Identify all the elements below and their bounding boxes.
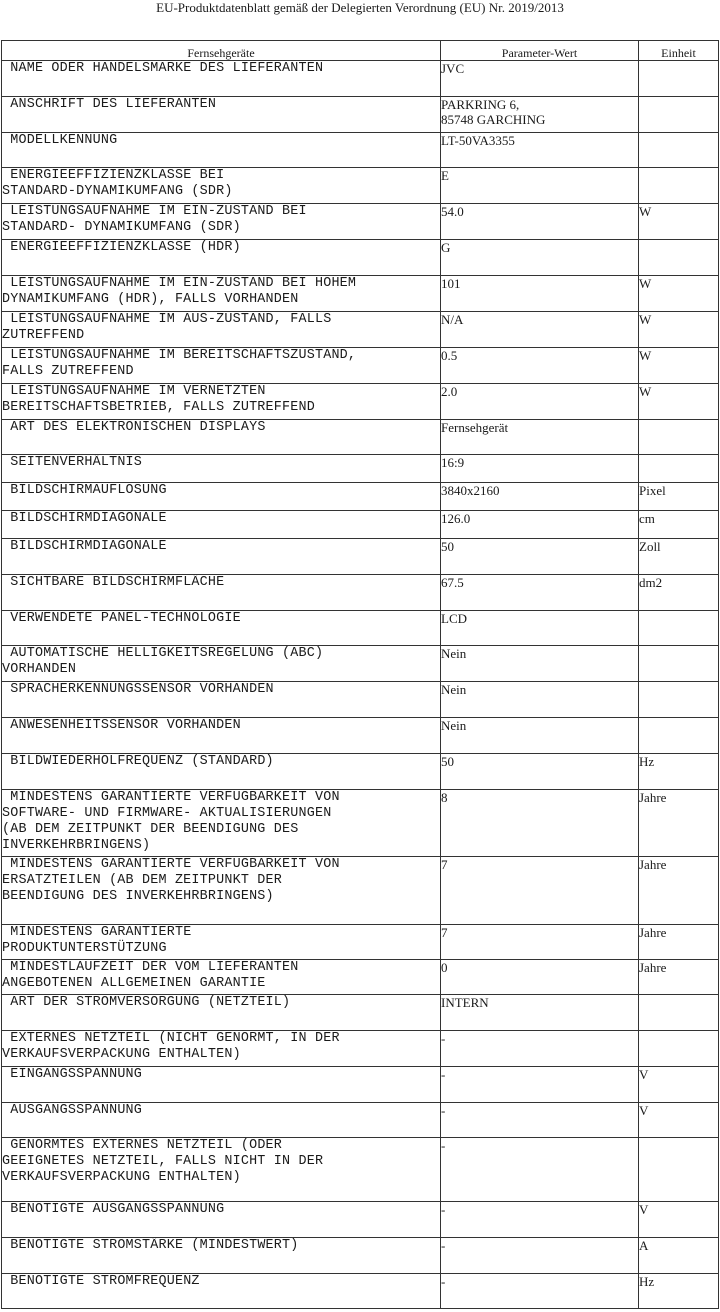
table-row <box>2 511 719 539</box>
parameter-name-cell: BILDWIEDERHOLFREQUENZ (STANDARD) <box>2 754 441 790</box>
parameter-value-cell: 7 <box>441 925 639 960</box>
parameter-value-cell: - <box>441 1138 639 1202</box>
unit-cell: cm <box>639 511 719 539</box>
parameter-name-cell: SPRACHERKENNUNGSSENSOR VORHANDEN <box>2 682 441 718</box>
parameter-name-cell: MINDESTENS GARANTIERTE PRODUKTUNTERSTÜTZUNG <box>2 925 441 960</box>
table-row <box>2 718 719 754</box>
unit-cell: dm2 <box>639 575 719 611</box>
parameter-name-cell: AUTOMATISCHE HELLIGKEITSREGELUNG (ABC) VORHANDEN <box>2 646 441 682</box>
parameter-name-cell: LEISTUNGSAUFNAHME IM BEREITSCHAFTSZUSTAND, FALLS ZUTREFFEND <box>2 348 441 384</box>
table-row <box>2 204 719 240</box>
parameter-value-cell: 54.0 <box>441 204 639 240</box>
table-row <box>2 995 719 1031</box>
parameter-name-cell: ENERGIEEFFIZIENZKLASSE BEI STANDARD-DYNAMIKUMFANG (SDR) <box>2 168 441 204</box>
parameter-value-cell: N/A <box>441 312 639 348</box>
parameter-name-cell: NAME ODER HANDELSMARKE DES LIEFERANTEN <box>2 61 441 97</box>
table-row <box>2 1138 719 1202</box>
header-parameter-value: Parameter-Wert <box>441 41 639 61</box>
parameter-name-cell: AUSGANGSSPANNUNG <box>2 1103 441 1138</box>
parameter-value-cell: Fernsehgerät <box>441 420 639 455</box>
unit-cell: Hz <box>639 1274 719 1309</box>
parameter-name-cell: MINDESTENS GARANTIERTE VERFÜGBARKEIT VON SOFTWARE- UND FIRMWARE- AKTUALISIERUNGEN (AB DEM ZEITPUNKT DER BEENDIGUNG DES INVERKEHRBRINGENS) <box>2 790 441 857</box>
table-row <box>2 960 719 995</box>
unit-cell <box>639 420 719 455</box>
table-row <box>2 97 719 133</box>
page-title: EU-Produktdatenblatt gemäß der Delegierten Verordnung (EU) Nr. 2019/2013 <box>156 0 564 15</box>
parameter-value-cell: - <box>441 1238 639 1274</box>
table-row <box>2 682 719 718</box>
table-row <box>2 1103 719 1138</box>
unit-cell: V <box>639 1067 719 1103</box>
parameter-value-cell: 2.0 <box>441 384 639 420</box>
parameter-name-cell: BILDSCHIRMDIAGONALE <box>2 511 441 539</box>
parameter-name-cell: ENERGIEEFFIZIENZKLASSE (HDR) <box>2 240 441 276</box>
table-row <box>2 1274 719 1309</box>
table-row <box>2 276 719 312</box>
unit-cell: W <box>639 204 719 240</box>
table-row <box>2 483 719 511</box>
unit-cell <box>639 1031 719 1067</box>
table-row <box>2 1202 719 1238</box>
parameter-value-cell: 50 <box>441 539 639 575</box>
unit-cell: W <box>639 276 719 312</box>
table-row <box>2 312 719 348</box>
unit-cell <box>639 718 719 754</box>
parameter-value-cell: LCD <box>441 611 639 646</box>
product-data-table <box>1 40 719 1309</box>
unit-cell <box>639 240 719 276</box>
unit-cell <box>639 61 719 97</box>
parameter-value-cell: 126.0 <box>441 511 639 539</box>
parameter-name-cell: BILDSCHIRMDIAGONALE <box>2 539 441 575</box>
parameter-value-cell: 7 <box>441 857 639 925</box>
table-row <box>2 754 719 790</box>
parameter-value-cell: 8 <box>441 790 639 857</box>
parameter-name-cell: EINGANGSSPANNUNG <box>2 1067 441 1103</box>
parameter-value-cell: - <box>441 1202 639 1238</box>
unit-cell: V <box>639 1202 719 1238</box>
header-tv-parameter: Fernsehgeräte <box>2 41 441 61</box>
parameter-name-cell: ART DER STROMVERSORGUNG (NETZTEIL) <box>2 995 441 1031</box>
parameter-value-cell: JVC <box>441 61 639 97</box>
unit-cell: Pixel <box>639 483 719 511</box>
table-row <box>2 1031 719 1067</box>
table-row <box>2 61 719 97</box>
table-row <box>2 1067 719 1103</box>
unit-cell <box>639 646 719 682</box>
table-row <box>2 348 719 384</box>
parameter-value-cell: - <box>441 1103 639 1138</box>
parameter-name-cell: LEISTUNGSAUFNAHME IM VERNETZTEN BEREITSCHAFTSBETRIEB, FALLS ZUTREFFEND <box>2 384 441 420</box>
parameter-name-cell: MINDESTENS GARANTIERTE VERFÜGBARKEIT VON ERSATZTEILEN (AB DEM ZEITPUNKT DER BEENDIGUNG DES INVERKEHRBRINGENS) <box>2 857 441 925</box>
parameter-name-cell: BILDSCHIRMAUFLÖSUNG <box>2 483 441 511</box>
parameter-name-cell: VERWENDETE PANEL-TECHNOLOGIE <box>2 611 441 646</box>
parameter-name-cell: LEISTUNGSAUFNAHME IM EIN-ZUSTAND BEI HOHEM DYNAMIKUMFANG (HDR), FALLS VORHANDEN <box>2 276 441 312</box>
parameter-name-cell: MODELLKENNUNG <box>2 133 441 168</box>
unit-cell: Jahre <box>639 857 719 925</box>
parameter-value-cell: LT-50VA3355 <box>441 133 639 168</box>
unit-cell <box>639 1138 719 1202</box>
unit-cell: W <box>639 348 719 384</box>
parameter-name-cell: ART DES ELEKTRONISCHEN DISPLAYS <box>2 420 441 455</box>
table-row <box>2 575 719 611</box>
parameter-value-cell: 3840x2160 <box>441 483 639 511</box>
parameter-value-cell: - <box>441 1067 639 1103</box>
parameter-value-cell: Nein <box>441 718 639 754</box>
parameter-value-cell: 16:9 <box>441 455 639 483</box>
parameter-name-cell: BENÖTIGTE STROMFREQUENZ <box>2 1274 441 1309</box>
table-row <box>2 240 719 276</box>
parameter-name-cell: BENÖTIGTE STROMSTÄRKE (MINDESTWERT) <box>2 1238 441 1274</box>
parameter-value-cell: 0.5 <box>441 348 639 384</box>
table-row <box>2 857 719 925</box>
table-row <box>2 1238 719 1274</box>
unit-cell: Jahre <box>639 790 719 857</box>
unit-cell: Zoll <box>639 539 719 575</box>
parameter-name-cell: GENORMTES EXTERNES NETZTEIL (ODER GEEIGNETES NETZTEIL, FALLS NICHT IN DER VERKAUFSVERPACKUNG ENTHALTEN) <box>2 1138 441 1202</box>
unit-cell <box>639 168 719 204</box>
parameter-name-cell: EXTERNES NETZTEIL (NICHT GENORMT, IN DER VERKAUFSVERPACKUNG ENTHALTEN) <box>2 1031 441 1067</box>
parameter-value-cell: Nein <box>441 646 639 682</box>
parameter-value-cell: 101 <box>441 276 639 312</box>
parameter-value-cell: INTERN <box>441 995 639 1031</box>
parameter-value-cell: 0 <box>441 960 639 995</box>
parameter-value-cell: Nein <box>441 682 639 718</box>
table-row <box>2 420 719 455</box>
header-unit: Einheit <box>639 41 719 61</box>
parameter-value-cell: 50 <box>441 754 639 790</box>
parameter-value-cell: 67.5 <box>441 575 639 611</box>
parameter-name-cell: SICHTBARE BILDSCHIRMFLÄCHE <box>2 575 441 611</box>
unit-cell <box>639 455 719 483</box>
unit-cell: V <box>639 1103 719 1138</box>
unit-cell: Hz <box>639 754 719 790</box>
parameter-name-cell: LEISTUNGSAUFNAHME IM AUS-ZUSTAND, FALLS ZUTREFFEND <box>2 312 441 348</box>
table-row <box>2 790 719 857</box>
unit-cell <box>639 682 719 718</box>
table-row <box>2 611 719 646</box>
parameter-value-cell: E <box>441 168 639 204</box>
parameter-value-cell: G <box>441 240 639 276</box>
parameter-name-cell: MINDESTLAUFZEIT DER VOM LIEFERANTEN ANGEBOTENEN ALLGEMEINEN GARANTIE <box>2 960 441 995</box>
table-row <box>2 646 719 682</box>
parameter-name-cell: ANWESENHEITSSENSOR VORHANDEN <box>2 718 441 754</box>
parameter-value-cell: PARKRING 6, 85748 GARCHING <box>441 97 639 133</box>
parameter-name-cell: ANSCHRIFT DES LIEFERANTEN <box>2 97 441 133</box>
table-row <box>2 925 719 960</box>
unit-cell: A <box>639 1238 719 1274</box>
unit-cell: Jahre <box>639 960 719 995</box>
unit-cell <box>639 995 719 1031</box>
unit-cell <box>639 611 719 646</box>
table-row <box>2 133 719 168</box>
unit-cell: W <box>639 384 719 420</box>
unit-cell: W <box>639 312 719 348</box>
table-body <box>2 61 719 1309</box>
parameter-value-cell: - <box>441 1031 639 1067</box>
parameter-value-cell: - <box>441 1274 639 1309</box>
table-header-row <box>2 41 719 61</box>
table-row <box>2 455 719 483</box>
parameter-name-cell: SEITENVERHÄLTNIS <box>2 455 441 483</box>
unit-cell <box>639 133 719 168</box>
parameter-name-cell: BENÖTIGTE AUSGANGSSPANNUNG <box>2 1202 441 1238</box>
unit-cell <box>639 97 719 133</box>
parameter-name-cell: LEISTUNGSAUFNAHME IM EIN-ZUSTAND BEI STANDARD- DYNAMIKUMFANG (SDR) <box>2 204 441 240</box>
table-row <box>2 539 719 575</box>
table-row <box>2 168 719 204</box>
unit-cell: Jahre <box>639 925 719 960</box>
table-row <box>2 384 719 420</box>
